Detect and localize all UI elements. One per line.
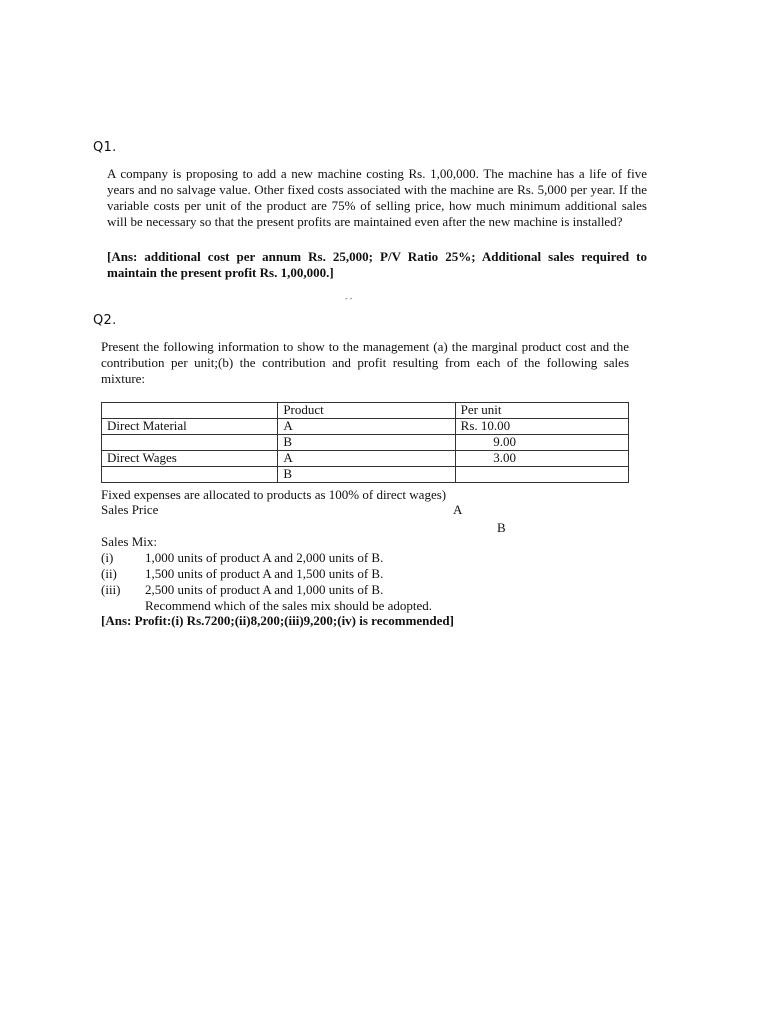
- table-cell: [102, 467, 278, 483]
- q2-answer: [Ans: Profit:(i) Rs.7200;(ii)8,200;(iii)9,200;(iv) is recommended]: [101, 613, 454, 628]
- table-cell: 3.00: [455, 451, 628, 467]
- q1-question: A company is proposing to add a new machine costing Rs. 1,00,000. The machine has a life of five years and no salvage value. Other fixed costs associated with the machine are Rs. 5,000 per year. If the variable costs per unit of the product are 75% of selling price, how much minimum additional sales will be necessary so that the present profits are maintained even after the new machine is installed?: [107, 166, 647, 229]
- page-mark: - -: [345, 294, 353, 303]
- table-row: [102, 419, 629, 435]
- recommend-text: Recommend which of the sales mix should be adopted.: [145, 598, 433, 613]
- mix-number: (iii): [101, 582, 121, 597]
- table-cell: Direct Wages: [102, 451, 278, 467]
- mix-number: (i): [101, 550, 114, 565]
- table-cell: [455, 467, 628, 483]
- sales-price-a: A: [453, 502, 463, 517]
- table-cell: B: [278, 435, 455, 451]
- q2-intro: Present the following information to show to the management (a) the marginal product cost and the contribution per unit;(b) the contribution and profit resulting from each of the following sales mixture:: [101, 339, 629, 386]
- table-header-row: [102, 403, 629, 419]
- fixed-expenses-note: Fixed expenses are allocated to products as 100% of direct wages): [101, 487, 447, 502]
- table-cell: [102, 435, 278, 451]
- table-cell: Rs. 10.00: [455, 419, 628, 435]
- table-cell: A: [278, 419, 455, 435]
- sales-mix-title: Sales Mix:: [101, 534, 157, 549]
- mix-text: 1,000 units of product A and 2,000 units of B.: [145, 550, 384, 565]
- q2-label: Q2.: [93, 313, 117, 328]
- table-cell: B: [278, 467, 455, 483]
- sales-price-b: B: [497, 520, 506, 535]
- table-row: [102, 435, 629, 451]
- table-row: [102, 451, 629, 467]
- table-header-cell: Per unit: [455, 403, 628, 419]
- mix-text: 2,500 units of product A and 1,000 units of B.: [145, 582, 384, 597]
- mix-number: (ii): [101, 566, 117, 581]
- table-header-cell: Product: [278, 403, 455, 419]
- table-cell: A: [278, 451, 455, 467]
- mix-text: 1,500 units of product A and 1,500 units of B.: [145, 566, 384, 581]
- q1-answer: [Ans: additional cost per annum Rs. 25,000; P/V Ratio 25%; Additional sales required to maintain the present profit Rs. 1,00,000.]: [107, 249, 647, 280]
- table-cell: 9.00: [455, 435, 628, 451]
- table-header-cell: [102, 403, 278, 419]
- table-cell: Direct Material: [102, 419, 278, 435]
- table-row: [102, 467, 629, 483]
- cost-table: [101, 402, 629, 483]
- sales-price-label: Sales Price: [101, 502, 159, 517]
- q1-label: Q1.: [93, 140, 117, 155]
